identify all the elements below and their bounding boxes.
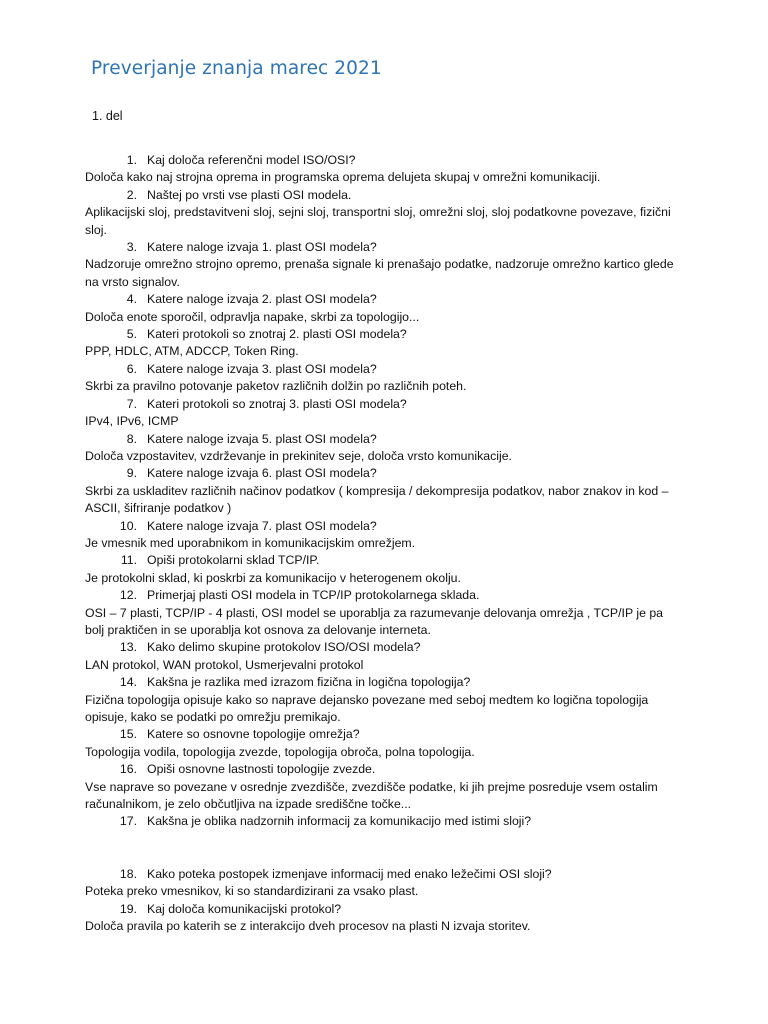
qa-item bbox=[85, 152, 675, 187]
question bbox=[85, 587, 675, 604]
question bbox=[85, 465, 675, 482]
answer-text: LAN protokol, WAN protokol, Usmerjevalni protokol bbox=[85, 657, 364, 672]
qa-item bbox=[85, 431, 675, 466]
question-number: 1. bbox=[126, 153, 137, 167]
question bbox=[85, 152, 675, 169]
question-text: Katere naloge izvaja 7. plast OSI modela? bbox=[147, 518, 377, 533]
question-number: 6. bbox=[126, 361, 137, 376]
qa-item bbox=[85, 465, 675, 517]
question-text: Kaj določa referenčni model ISO/OSI? bbox=[147, 153, 356, 167]
question-text: Opiši osnovne lastnosti topologije zvezde. bbox=[147, 762, 376, 777]
question bbox=[85, 518, 675, 535]
question-number: 3. bbox=[126, 240, 137, 255]
qa-item bbox=[85, 187, 675, 239]
qa-item bbox=[85, 396, 675, 431]
question-number: 12. bbox=[119, 588, 137, 603]
answer-text: IPv4, IPv6, ICMP bbox=[85, 414, 179, 429]
qa-item bbox=[85, 761, 675, 813]
answer-text: Fizična topologija opisuje kako so naprave dejansko povezane med seboj medtem ko logična topologija opisuje, kako se podatki po omrežju premikajo. bbox=[85, 692, 649, 724]
question-text: Katere naloge izvaja 2. plast OSI modela? bbox=[147, 292, 377, 307]
question-number: 7. bbox=[126, 396, 137, 411]
question-text: Opiši protokolarni sklad TCP/IP. bbox=[147, 553, 320, 568]
answer-text: Določa pravila po katerih se z interakcijo dveh procesov na plasti N izvaja storitev. bbox=[85, 919, 531, 934]
question-number: 9. bbox=[126, 466, 137, 481]
answer-text: Določa vzpostavitev, vzdrževanje in prekinitev seje, določa vrsto komunikacije. bbox=[85, 448, 512, 463]
answer-text: Topologija vodila, topologija zvezde, topologija obroča, polna topologija. bbox=[85, 744, 475, 759]
answer-text: OSI – 7 plasti, TCP/IP - 4 plasti, OSI model se uporablja za razumevanje delovanja omrežja , TCP/IP je pa bolj praktičen in se uporablja kot osnova za delovanje interneta. bbox=[85, 605, 664, 637]
question-number: 16. bbox=[119, 762, 137, 777]
question bbox=[85, 239, 675, 256]
qa-item bbox=[85, 361, 675, 396]
question-number: 8. bbox=[126, 431, 137, 446]
qa-item bbox=[85, 239, 675, 291]
answer-text: PPP, HDLC, ATM, ADCCP, Token Ring. bbox=[85, 344, 299, 359]
answer-text: Poteka preko vmesnikov, ki so standardizirani za vsako plast. bbox=[85, 884, 419, 899]
question-text: Katere naloge izvaja 5. plast OSI modela? bbox=[147, 431, 377, 446]
qa-item bbox=[85, 291, 675, 326]
qa-item bbox=[85, 674, 675, 726]
question-number: 5. bbox=[126, 327, 137, 342]
answer-text: Vse naprave so povezane v osrednje zvezdišče, zvezdišče podatke, ki jih prejme posreduje vsem ostalim računalnikom, je zelo občutljiva na izpade središčne točke... bbox=[85, 779, 658, 812]
question-number: 10. bbox=[119, 518, 137, 533]
question bbox=[85, 396, 675, 413]
question-number: 13. bbox=[119, 640, 137, 655]
question-number: 19. bbox=[119, 901, 137, 916]
question-text: Kaj določa komunikacijski protokol? bbox=[147, 901, 342, 916]
qa-item bbox=[85, 639, 675, 674]
question-text: Kakšna je razlika med izrazom fizična in logična topologija? bbox=[147, 675, 471, 690]
question-number: 18. bbox=[119, 866, 137, 881]
question-text: Katere so osnovne topologije omrežja? bbox=[147, 727, 360, 742]
answer-text: Nadzoruje omrežno strojno opremo, prenaša signale ki prenašajo podatke, nadzoruje omrežno kartico glede na vrsto signalov. bbox=[85, 257, 674, 289]
qa-item bbox=[85, 866, 675, 901]
question bbox=[85, 866, 675, 883]
answer-text: Je vmesnik med uporabnikom in komunikacijskim omrežjem. bbox=[85, 535, 416, 550]
question-text: Naštej po vrsti vse plasti OSI modela. bbox=[147, 187, 352, 202]
question-list bbox=[85, 152, 675, 935]
qa-item bbox=[85, 726, 675, 761]
question-text: Katere naloge izvaja 3. plast OSI modela? bbox=[147, 361, 377, 376]
question-text: Kateri protokoli so znotraj 2. plasti OSI modela? bbox=[147, 327, 407, 342]
question bbox=[85, 291, 675, 308]
question bbox=[85, 361, 675, 378]
question-text: Kako poteka postopek izmenjave informacij med enako ležečimi OSI sloji? bbox=[147, 866, 552, 881]
question bbox=[85, 326, 675, 343]
question-number: 15. bbox=[119, 727, 137, 742]
question bbox=[85, 639, 675, 656]
question bbox=[85, 431, 675, 448]
question-text: Katere naloge izvaja 1. plast OSI modela? bbox=[147, 240, 377, 255]
answer-text: Določa enote sporočil, odpravlja napake, skrbi za topologijo... bbox=[85, 309, 420, 324]
document-title: Preverjanje znanja marec 2021 bbox=[91, 58, 382, 79]
question-number: 11. bbox=[120, 553, 137, 568]
answer-text: Skrbi za uskladitev različnih načinov podatkov ( kompresija / dekompresija podatkov, nabor znakov in kod – ASCII, šifriranje podatkov ) bbox=[85, 483, 669, 516]
question-text: Katere naloge izvaja 6. plast OSI modela? bbox=[147, 466, 377, 481]
question-text: Kakšna je oblika nadzornih informacij za komunikacijo med istimi sloji? bbox=[147, 814, 532, 829]
question-text: Primerjaj plasti OSI modela in TCP/IP protokolarnega sklada. bbox=[147, 588, 480, 603]
answer-text: Je protokolni sklad, ki poskrbi za komunikacijo v heterogenem okolju. bbox=[85, 570, 461, 585]
qa-item bbox=[85, 587, 675, 639]
question-number: 2. bbox=[126, 187, 137, 202]
blank-answer-space bbox=[85, 831, 675, 866]
question bbox=[85, 674, 675, 691]
question bbox=[85, 552, 675, 569]
qa-item bbox=[85, 552, 675, 587]
question-text: Kako delimo skupine protokolov ISO/OSI modela? bbox=[147, 640, 421, 655]
qa-item bbox=[85, 326, 675, 361]
question-number: 17. bbox=[119, 814, 137, 829]
answer-text: Aplikacijski sloj, predstavitveni sloj, sejni sloj, transportni sloj, omrežni sloj, sloj podatkovne povezave, fizični sloj. bbox=[85, 205, 671, 237]
question bbox=[85, 901, 675, 918]
question-number: 14. bbox=[119, 675, 137, 690]
question bbox=[85, 726, 675, 743]
part-heading: 1. del bbox=[92, 109, 123, 123]
question-number: 4. bbox=[126, 292, 137, 307]
question bbox=[85, 761, 675, 778]
qa-item bbox=[85, 518, 675, 553]
qa-item bbox=[85, 901, 675, 936]
answer-text: Skrbi za pravilno potovanje paketov različnih dolžin po različnih poteh. bbox=[85, 379, 467, 394]
question bbox=[85, 813, 675, 830]
question-text: Kateri protokoli so znotraj 3. plasti OSI modela? bbox=[147, 396, 407, 411]
qa-item bbox=[85, 813, 675, 865]
question bbox=[85, 187, 675, 204]
answer-text: Določa kako naj strojna oprema in programska oprema delujeta skupaj v omrežni komunikaciji. bbox=[85, 170, 601, 185]
